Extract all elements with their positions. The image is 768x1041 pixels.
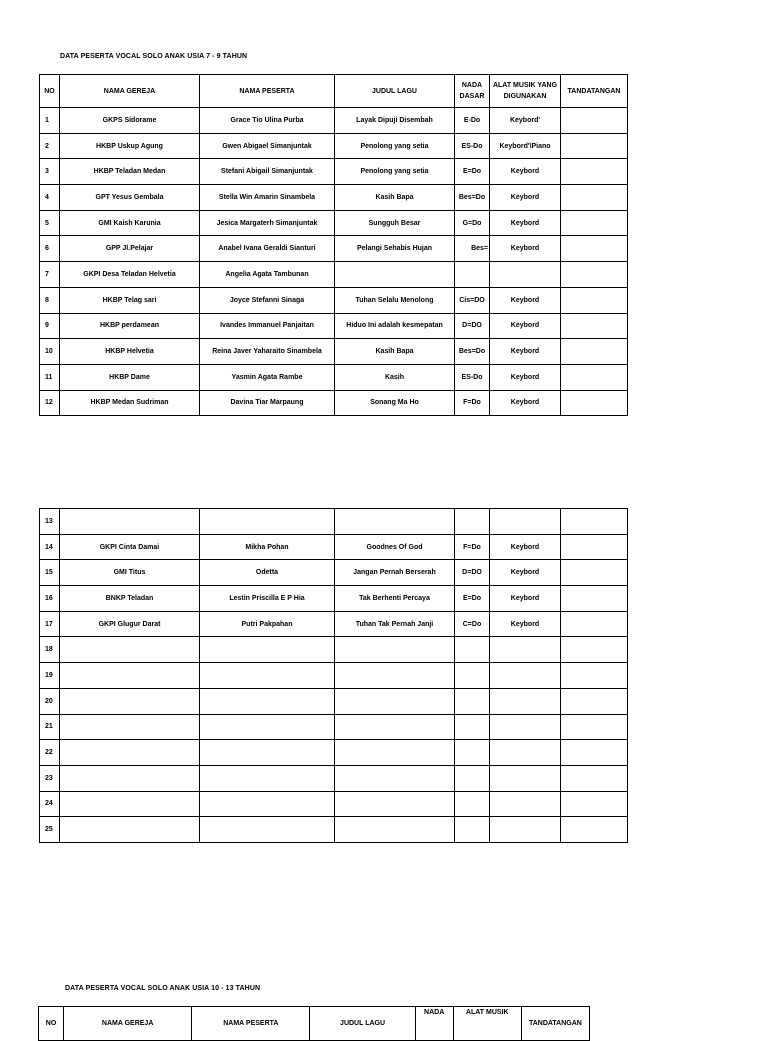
header-judul-lagu: JUDUL LAGU (335, 75, 455, 108)
table-row (40, 108, 628, 134)
cell-gereja (60, 688, 200, 714)
cell-nada: Cis=DO (455, 287, 490, 313)
cell-alat: Keybord' (490, 108, 561, 134)
cell-no: 9 (40, 313, 60, 339)
cell-ttd (561, 159, 628, 185)
table-body (40, 108, 628, 416)
cell-judul (335, 637, 455, 663)
cell-peserta (200, 637, 335, 663)
cell-gereja: HKBP Helvetia (60, 339, 200, 365)
cell-alat (490, 765, 561, 791)
cell-no: 25 (40, 817, 60, 843)
cell-judul (335, 262, 455, 288)
cell-judul (335, 791, 455, 817)
cell-peserta (200, 765, 335, 791)
table-row (40, 364, 628, 390)
cell-gereja: HKBP Teladan Medan (60, 159, 200, 185)
cell-alat: Keybord (490, 534, 561, 560)
cell-no: 5 (40, 210, 60, 236)
cell-alat: Keybord (490, 390, 561, 416)
table-row (40, 313, 628, 339)
cell-peserta: Angelia Agata Tambunan (200, 262, 335, 288)
cell-peserta (200, 714, 335, 740)
cell-alat (490, 688, 561, 714)
table-row (40, 262, 628, 288)
cell-alat: Keybord (490, 560, 561, 586)
cell-alat (490, 509, 561, 535)
cell-gereja (60, 740, 200, 766)
cell-judul (335, 765, 455, 791)
cell-judul (335, 817, 455, 843)
header-tandatangan: TANDATANGAN (561, 75, 628, 108)
cell-ttd (561, 714, 628, 740)
table-row (40, 287, 628, 313)
table-row (40, 185, 628, 211)
table-header-row (40, 75, 628, 108)
cell-gereja: HKBP Uskup Agung (60, 133, 200, 159)
header-nada-dasar (455, 75, 490, 108)
cell-no: 2 (40, 133, 60, 159)
cell-alat: Keybord (490, 185, 561, 211)
cell-nada (455, 663, 490, 689)
table-row (40, 339, 628, 365)
cell-judul (335, 509, 455, 535)
cell-gereja: HKBP Telag sari (60, 287, 200, 313)
cell-peserta (200, 791, 335, 817)
header-judul-lagu: JUDUL LAGU (310, 1007, 415, 1041)
cell-no: 20 (40, 688, 60, 714)
table-row (40, 159, 628, 185)
cell-alat: Keybord (490, 611, 561, 637)
cell-alat: Keybord (490, 313, 561, 339)
cell-ttd (561, 210, 628, 236)
cell-nada (455, 765, 490, 791)
cell-nada (455, 714, 490, 740)
cell-peserta: Yasmin Agata Rambe (200, 364, 335, 390)
header-alat-musik: ALAT MUSIK (453, 1007, 521, 1041)
cell-no: 17 (40, 611, 60, 637)
cell-judul (335, 688, 455, 714)
header-nama-gereja: NAMA GEREJA (64, 1007, 192, 1041)
cell-ttd (561, 688, 628, 714)
cell-no: 16 (40, 586, 60, 612)
cell-no: 15 (40, 560, 60, 586)
cell-ttd (561, 637, 628, 663)
cell-peserta (200, 688, 335, 714)
cell-judul: Penolong yang setia (335, 159, 455, 185)
cell-no: 7 (40, 262, 60, 288)
cell-nada (455, 791, 490, 817)
cell-judul: Kasih Bapa (335, 339, 455, 365)
cell-gereja: HKBP Dame (60, 364, 200, 390)
cell-peserta: Stella Win Amarin Sinambela (200, 185, 335, 211)
cell-ttd (561, 133, 628, 159)
cell-alat (490, 817, 561, 843)
cell-ttd (561, 817, 628, 843)
header-no: NO (40, 75, 60, 108)
header-alat-line1: ALAT MUSIK YANG (492, 82, 558, 89)
participants-table-continued (39, 508, 628, 843)
cell-ttd (561, 313, 628, 339)
cell-nada: Bes= (455, 236, 490, 262)
cell-no: 23 (40, 765, 60, 791)
cell-nada: C=Do (455, 611, 490, 637)
cell-ttd (561, 390, 628, 416)
header-alat-line2: DIGUNAKAN (503, 93, 547, 100)
table-row (40, 817, 628, 843)
cell-ttd (561, 740, 628, 766)
cell-judul (335, 740, 455, 766)
cell-gereja (60, 509, 200, 535)
table-row (40, 765, 628, 791)
cell-no: 22 (40, 740, 60, 766)
cell-judul: Sonang Ma Ho (335, 390, 455, 416)
header-nada: NADA (415, 1007, 453, 1041)
header-nada-line2: DASAR (459, 93, 485, 100)
cell-no: 19 (40, 663, 60, 689)
cell-nada: E=Do (455, 586, 490, 612)
section-title-age-10-13: DATA PESERTA VOCAL SOLO ANAK USIA 10 - 13 TAHUN (65, 985, 261, 992)
cell-alat (490, 637, 561, 663)
cell-judul: Layak Dipuji Disembah (335, 108, 455, 134)
cell-nada (455, 637, 490, 663)
cell-peserta: Jesica Margaterh Simanjuntak (200, 210, 335, 236)
cell-gereja: HKBP Medan Sudriman (60, 390, 200, 416)
cell-nada (455, 817, 490, 843)
cell-ttd (561, 262, 628, 288)
cell-gereja: GPT Yesus Gembala (60, 185, 200, 211)
cell-alat (490, 663, 561, 689)
cell-alat: Keybord (490, 210, 561, 236)
cell-gereja: HKBP perdamean (60, 313, 200, 339)
cell-judul: Goodnes Of God (335, 534, 455, 560)
cell-no: 8 (40, 287, 60, 313)
cell-nada: D=DO (455, 313, 490, 339)
cell-alat: Keybord (490, 159, 561, 185)
cell-no: 18 (40, 637, 60, 663)
cell-gereja (60, 663, 200, 689)
cell-judul: Kasih (335, 364, 455, 390)
table-row (40, 210, 628, 236)
cell-gereja (60, 714, 200, 740)
cell-peserta: Gwen Abigael Simanjuntak (200, 133, 335, 159)
cell-alat: Keybord (490, 236, 561, 262)
cell-peserta: Lestin Priscilla E P Hia (200, 586, 335, 612)
cell-alat: Keybord'\Piano (490, 133, 561, 159)
cell-nada: D=DO (455, 560, 490, 586)
cell-gereja: GKPI Glugur Darat (60, 611, 200, 637)
table-row (40, 688, 628, 714)
participants-table-age-7-9 (39, 74, 628, 416)
cell-nada: ES-Do (455, 364, 490, 390)
cell-peserta (200, 740, 335, 766)
header-nada-line1: NADA (461, 82, 483, 89)
cell-gereja: GKPI Cinta Damai (60, 534, 200, 560)
cell-gereja (60, 765, 200, 791)
cell-ttd (561, 509, 628, 535)
cell-peserta (200, 509, 335, 535)
table-row (40, 133, 628, 159)
cell-peserta (200, 817, 335, 843)
table-row (40, 714, 628, 740)
cell-ttd (561, 364, 628, 390)
cell-ttd (561, 560, 628, 586)
cell-peserta: Grace Tio Ulina Purba (200, 108, 335, 134)
table-row (40, 791, 628, 817)
cell-judul (335, 714, 455, 740)
cell-judul: Tuhan Tak Pernah Janji (335, 611, 455, 637)
cell-gereja: GPP Jl.Pelajar (60, 236, 200, 262)
cell-judul: Hiduo Ini adalah kesmepatan (335, 313, 455, 339)
cell-ttd (561, 236, 628, 262)
cell-gereja: GKPI Desa Teladan Helvetia (60, 262, 200, 288)
cell-no: 1 (40, 108, 60, 134)
cell-nada: Bes=Do (455, 185, 490, 211)
cell-peserta: Reina Javer Yaharaito Sinambela (200, 339, 335, 365)
cell-alat: Keybord (490, 364, 561, 390)
cell-ttd (561, 663, 628, 689)
cell-gereja: GMI Titus (60, 560, 200, 586)
header-tandatangan: TANDATANGAN (521, 1007, 589, 1041)
cell-no: 11 (40, 364, 60, 390)
cell-peserta: Ivandes Immanuel Panjaitan (200, 313, 335, 339)
cell-gereja (60, 637, 200, 663)
cell-gereja (60, 817, 200, 843)
cell-no: 6 (40, 236, 60, 262)
cell-peserta: Davina Tiar Marpaung (200, 390, 335, 416)
cell-ttd (561, 287, 628, 313)
cell-no: 3 (40, 159, 60, 185)
cell-ttd (561, 339, 628, 365)
cell-alat (490, 791, 561, 817)
cell-ttd (561, 534, 628, 560)
cell-nada: G=Do (455, 210, 490, 236)
cell-nada: F=Do (455, 390, 490, 416)
cell-nada: F=Do (455, 534, 490, 560)
cell-nada (455, 740, 490, 766)
cell-no: 12 (40, 390, 60, 416)
cell-peserta: Putri Pakpahan (200, 611, 335, 637)
cell-alat: Keybord (490, 586, 561, 612)
table-row (40, 586, 628, 612)
cell-judul (335, 663, 455, 689)
cell-nada (455, 509, 490, 535)
table-row (40, 509, 628, 535)
cell-no: 4 (40, 185, 60, 211)
cell-judul: Tak Berhenti Percaya (335, 586, 455, 612)
cell-ttd (561, 108, 628, 134)
table-row (40, 637, 628, 663)
cell-alat (490, 262, 561, 288)
cell-ttd (561, 185, 628, 211)
cell-nada: ES-Do (455, 133, 490, 159)
cell-alat: Keybord (490, 339, 561, 365)
table-row (40, 663, 628, 689)
cell-gereja (60, 791, 200, 817)
cell-no: 21 (40, 714, 60, 740)
header-alat-musik (490, 75, 561, 108)
cell-gereja: GMI Kaish Karunia (60, 210, 200, 236)
cell-peserta (200, 663, 335, 689)
cell-alat: Keybord (490, 287, 561, 313)
cell-alat (490, 740, 561, 766)
table-row (40, 560, 628, 586)
cell-nada: Bes=Do (455, 339, 490, 365)
cell-ttd (561, 791, 628, 817)
cell-judul: Sungguh Besar (335, 210, 455, 236)
header-nama-peserta: NAMA PESERTA (200, 75, 335, 108)
table-row (40, 390, 628, 416)
header-nama-peserta: NAMA PESERTA (192, 1007, 310, 1041)
cell-alat (490, 714, 561, 740)
cell-ttd (561, 586, 628, 612)
section-title-age-7-9: DATA PESERTA VOCAL SOLO ANAK USIA 7 - 9 TAHUN (60, 53, 248, 60)
cell-peserta: Anabel Ivana Geraldi Sianturi (200, 236, 335, 262)
cell-judul: Kasih Bapa (335, 185, 455, 211)
cell-peserta: Joyce Stefanni Sinaga (200, 287, 335, 313)
cell-judul: Tuhan Selalu Menolong (335, 287, 455, 313)
cell-peserta: Mikha Pohan (200, 534, 335, 560)
table-row (40, 236, 628, 262)
header-nama-gereja: NAMA GEREJA (60, 75, 200, 108)
cell-nada (455, 262, 490, 288)
cell-nada (455, 688, 490, 714)
header-no: NO (39, 1007, 64, 1041)
table-row (40, 611, 628, 637)
cell-gereja: BNKP Teladan (60, 586, 200, 612)
cell-peserta: Stefani Abigail Simanjuntak (200, 159, 335, 185)
table-row (40, 740, 628, 766)
table-row (40, 534, 628, 560)
cell-no: 13 (40, 509, 60, 535)
cell-nada: E=Do (455, 159, 490, 185)
cell-no: 24 (40, 791, 60, 817)
cell-judul: Jangan Pernah Berserah (335, 560, 455, 586)
table-body (40, 509, 628, 843)
cell-nada: E-Do (455, 108, 490, 134)
cell-peserta: Odetta (200, 560, 335, 586)
cell-judul: Penolong yang setia (335, 133, 455, 159)
cell-no: 14 (40, 534, 60, 560)
cell-no: 10 (40, 339, 60, 365)
cell-gereja: GKPS Sidorame (60, 108, 200, 134)
cell-ttd (561, 611, 628, 637)
cell-judul: Pelangi Sehabis Hujan (335, 236, 455, 262)
cell-ttd (561, 765, 628, 791)
